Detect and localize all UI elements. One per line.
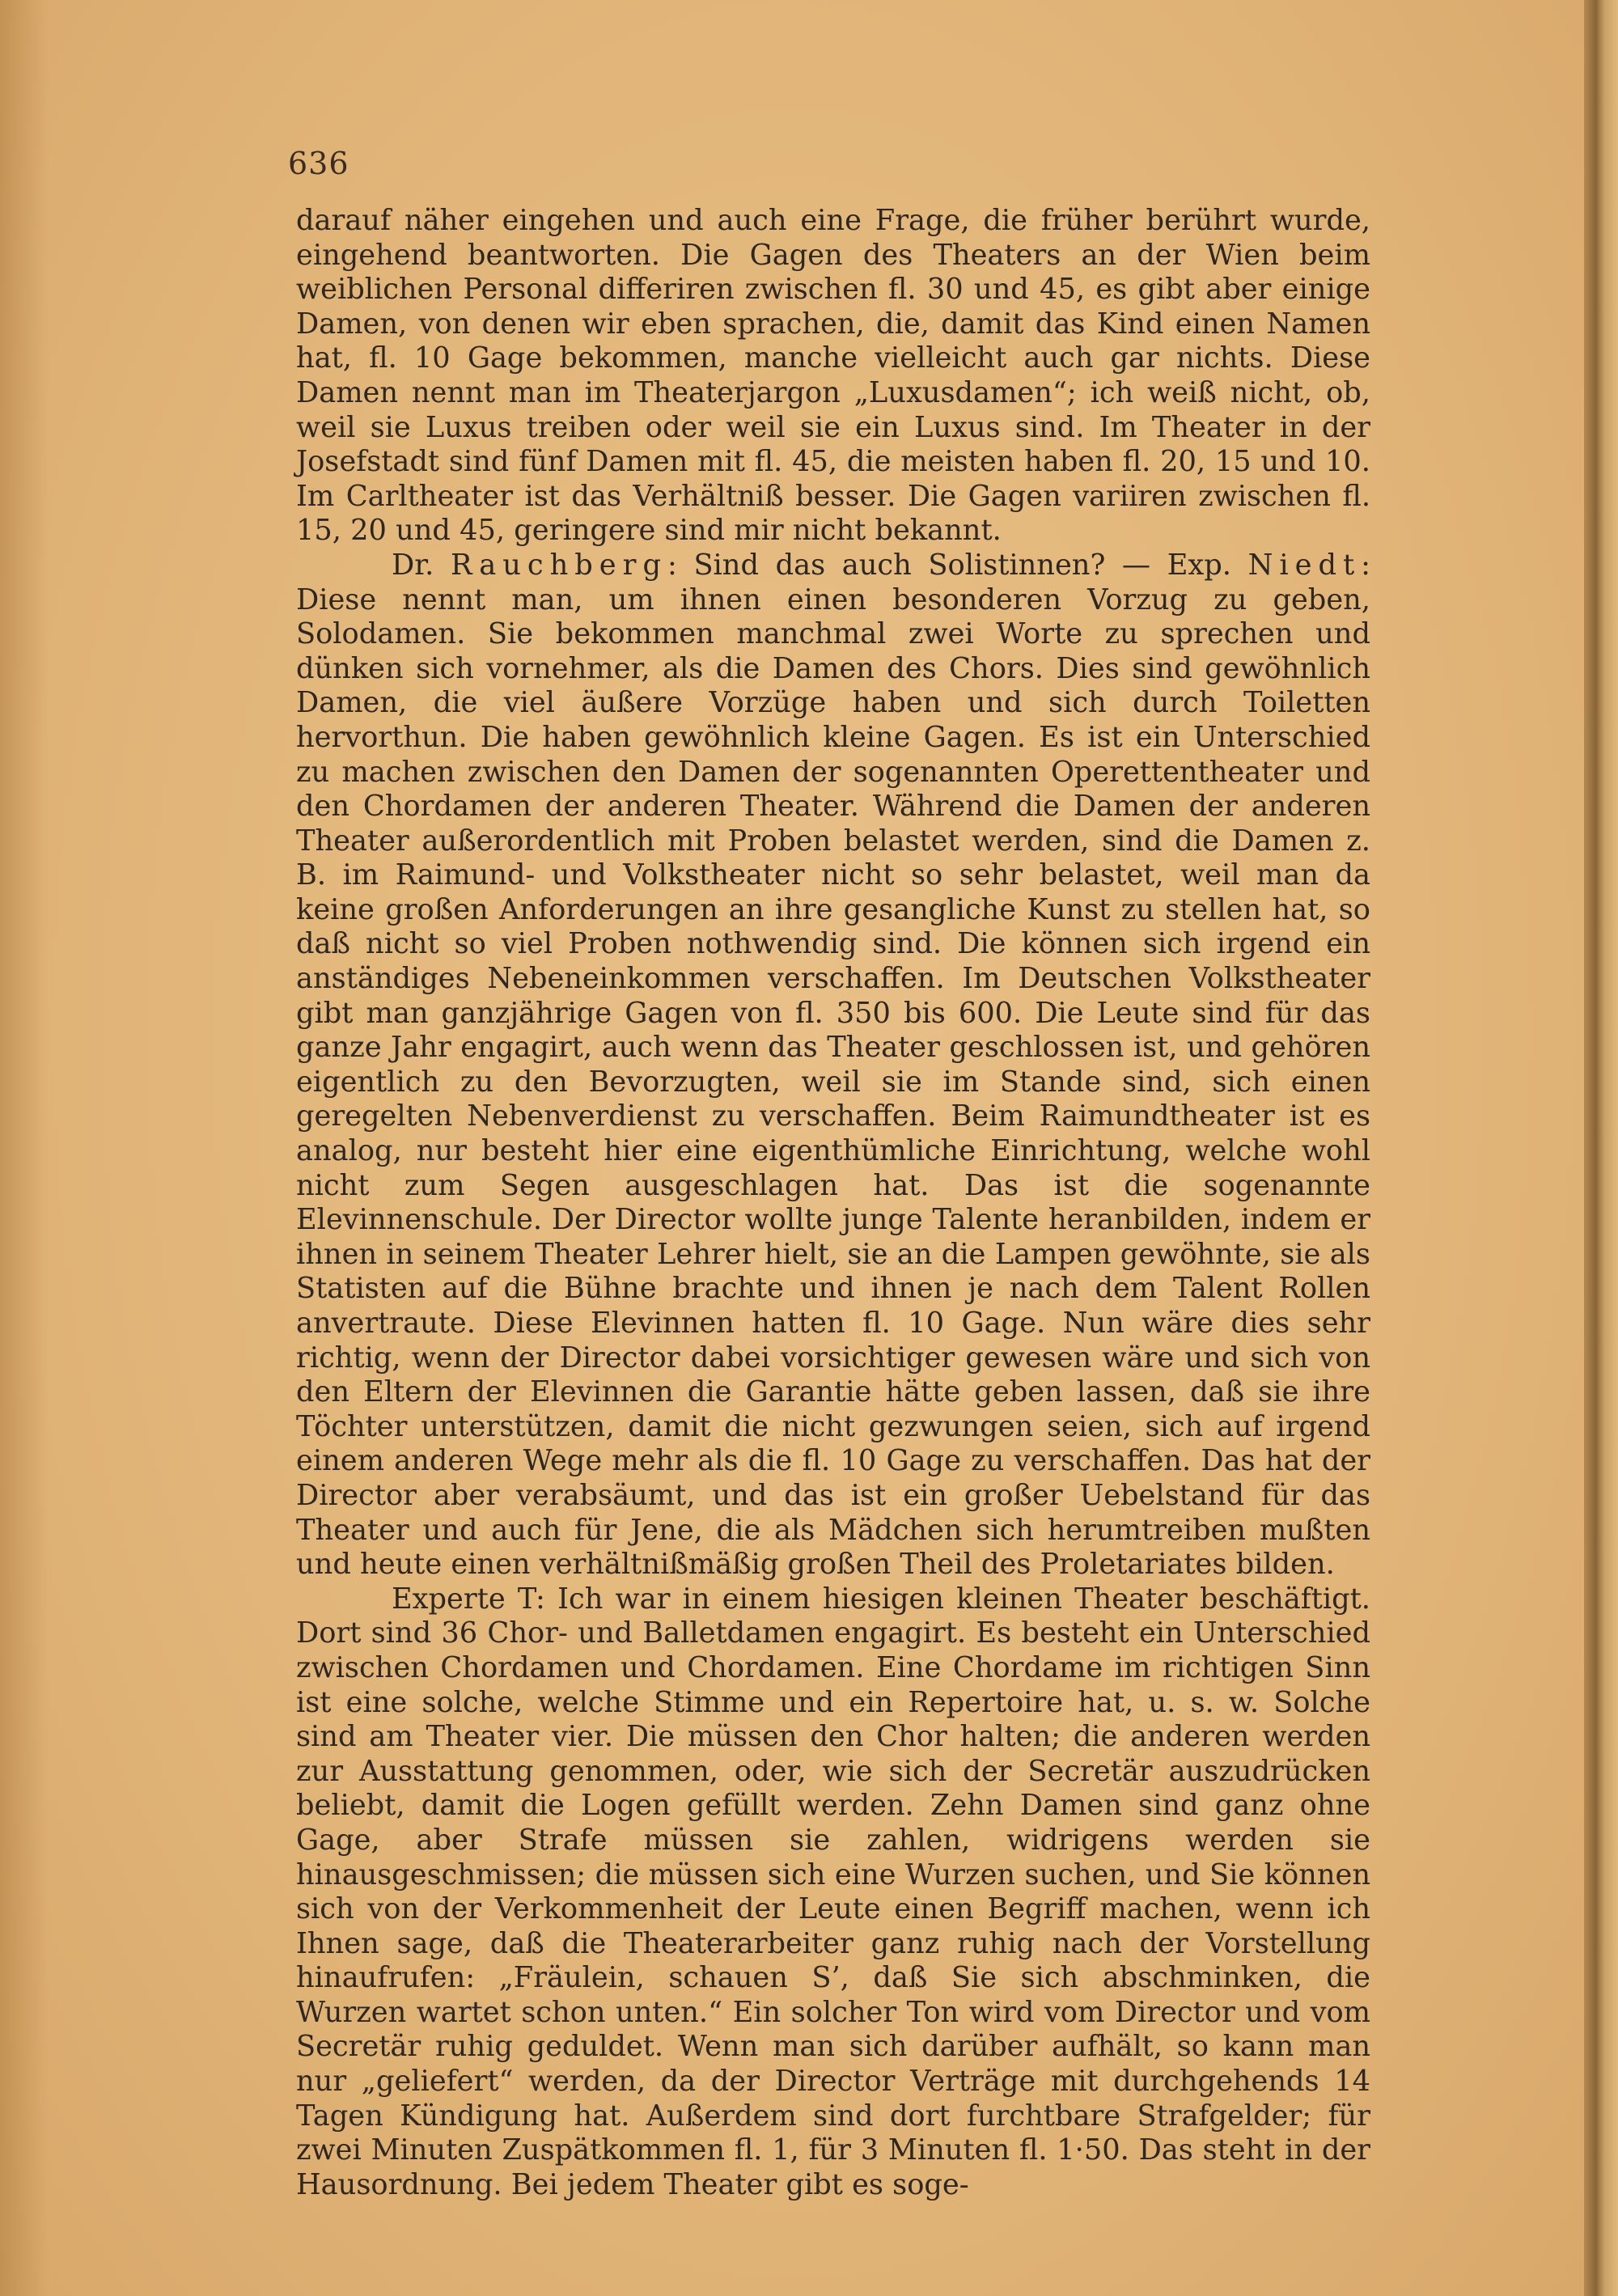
page-number: 636 <box>288 146 349 181</box>
paragraph-2 <box>296 549 1370 1582</box>
speaker-name-niedt: Niedt <box>1247 548 1362 582</box>
speaker-name-rauchberg: Rauchberg <box>450 548 667 582</box>
page-edge <box>1584 0 1618 2296</box>
binding-shadow <box>0 0 49 2296</box>
paragraph-text: darauf näher eingehen und auch eine Frage, die früher berührt wurde, eingehend beantworten. Die Gagen des Theaters an der Wien beim weiblichen Personal differiren zwischen fl. 30 und 45, es gibt aber einige Damen, von denen wir eben sprachen, die, damit das Kind einen Namen hat, fl. 10 Gage bekommen, manche vielleicht auch gar nichts. Diese Damen nennt man im Theaterjargon „Luxusdamen“; ich weiß nicht, ob, weil sie Luxus treiben oder weil sie ein Luxus sind. Im Theater in der Josefstadt sind fünf Damen mit fl. 45, die meisten haben fl. 20, 15 und 10. Im Carltheater ist das Verhältniß besser. Die Gagen variiren zwischen fl. 15, 20 und 45, geringere sind mir nicht bekannt. <box>296 204 1370 548</box>
paragraph-1 <box>296 204 1370 549</box>
paragraph-text: : Diese nennt man, um ihnen einen besonderen Vorzug zu geben, Solodamen. Sie bekommen manchmal zwei Worte zu sprechen und dünken sich vornehmer, als die Damen des Chors. Dies sind gewöhnlich Damen, die viel äußere Vorzüge haben und sich durch Toiletten hervorthun. Die haben gewöhnlich kleine Gagen. Es ist ein Unterschied zu machen zwischen den Damen der sogenannten Operettentheater und den Chordamen der anderen Theater. Während die Damen der anderen Theater außerordentlich mit Proben belastet werden, sind die Damen z. B. im Raimund- und Volkstheater nicht so sehr belastet, weil man da keine großen Anforderungen an ihre gesangliche Kunst zu stellen hat, so daß nicht so viel Proben nothwendig sind. Die können sich irgend ein anständiges Nebeneinkommen verschaffen. Im Deutschen Volkstheater gibt man ganzjährige Gagen von fl. 350 bis 600. Die Leute sind für das ganze Jahr engagirt, auch wenn das Theater geschlossen ist, und gehören eigentlich zu den Bevorzugten, weil sie im Stande sind, sich einen geregelten Nebenverdienst zu verschaffen. Beim Raimundtheater ist es analog, nur besteht hier eine eigenthümliche Einrichtung, welche wohl nicht zum Segen ausgeschlagen hat. Das ist die sogenannte Elevinnenschule. Der Director wollte junge Talente heranbilden, indem er ihnen in seinem Theater Lehrer hielt, sie an die Lampen gewöhnte, sie als Statisten auf die Bühne brachte und ihnen je nach dem Talent Rollen anvertraute. Diese Elevinnen hatten fl. 10 Gage. Nun wäre dies sehr richtig, wenn der Director dabei vorsichtiger gewesen wäre und sich von den Eltern der Elevinnen die Garantie hätte geben lassen, daß sie ihre Töchter unterstützen, damit die nicht gezwungen seien, sich auf irgend einem anderen Wege mehr als die fl. 10 Gage zu verschaffen. Das hat der Director aber verabsäumt, und das ist ein großer Uebelstand für das Theater und auch für Jene, die als Mädchen sich herumtreiben mußten und heute einen verhältnißmäßig großen Theil des Proletariates bilden. <box>296 548 1370 1582</box>
paragraph-text: : Sind das auch Solistinnen? — Exp. <box>667 548 1248 582</box>
paragraph-text: Experte T: Ich war in einem hiesigen kleinen Theater beschäftigt. Dort sind 36 Chor- und Balletdamen engagirt. Es besteht ein Unterschied zwischen Chordamen und Chordamen. Eine Chordame im richtigen Sinn ist eine solche, welche Stimme und ein Repertoire hat, u. s. w. Solche sind am Theater vier. Die müssen den Chor halten; die anderen werden zur Ausstattung genommen, oder, wie sich der Secretär auszudrücken beliebt, damit die Logen gefüllt werden. Zehn Damen sind ganz ohne Gage, aber Strafe müssen sie zahlen, widrigens werden sie hinausgeschmissen; die müssen sich eine Wurzen suchen, und Sie können sich von der Verkommenheit der Leute einen Begriff machen, wenn ich Ihnen sage, daß die Theaterarbeiter ganz ruhig nach der Vorstellung hinaufrufen: „Fräulein, schauen S’, daß Sie sich abschminken, die Wurzen wartet schon unten.“ Ein solcher Ton wird vom Director und vom Secretär ruhig geduldet. Wenn man sich darüber aufhält, so kann man nur „geliefert“ werden, da der Director Verträge mit durchgehends 14 Tagen Kündigung hat. Außerdem sind dort furchtbare Strafgelder; für zwei Minuten Zuspätkommen fl. 1, für 3 Minuten fl. 1·50. Das steht in der Hausordnung. Bei jedem Theater gibt es soge- <box>296 1582 1370 2201</box>
body-text <box>296 204 1370 2202</box>
speaker-title: Dr. <box>392 548 451 582</box>
paragraph-3 <box>296 1582 1370 2203</box>
